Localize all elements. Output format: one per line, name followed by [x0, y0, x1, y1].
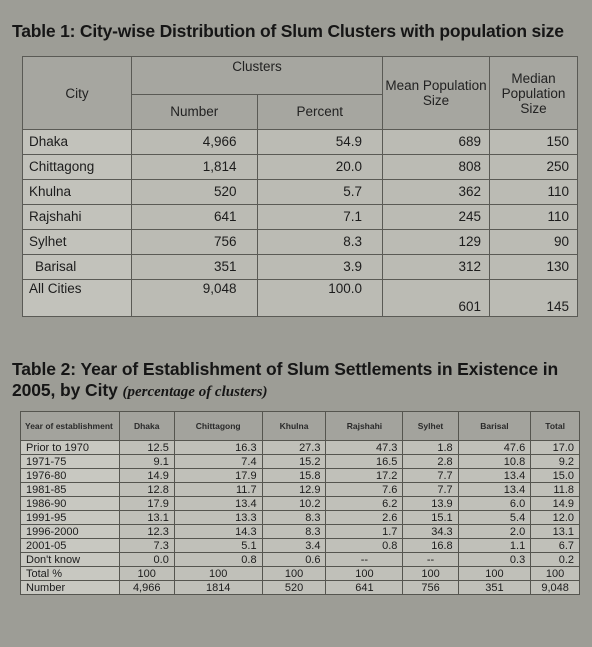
table-row: [23, 180, 578, 205]
khulna-cell: 8.3: [262, 525, 326, 539]
number-cell: 9,048: [132, 280, 258, 317]
dhaka-cell: 4,966: [119, 581, 174, 595]
total-cell: 13.1: [531, 525, 580, 539]
chittagong-cell: 11.7: [174, 483, 262, 497]
khulna-cell: 8.3: [262, 511, 326, 525]
barisal-cell: 13.4: [458, 469, 531, 483]
khulna-cell: 12.9: [262, 483, 326, 497]
dhaka-cell: 12.3: [119, 525, 174, 539]
chittagong-cell: 100: [174, 567, 262, 581]
table-row: [21, 455, 580, 469]
khulna-cell: 0.6: [262, 553, 326, 567]
dhaka-cell: 13.1: [119, 511, 174, 525]
mean-cell: 601: [383, 280, 490, 317]
rajshahi-cell: 1.7: [326, 525, 403, 539]
percent-cell: 5.7: [257, 180, 383, 205]
table-row: [21, 469, 580, 483]
city-cell: Dhaka: [23, 130, 132, 155]
chittagong-cell: 13.3: [174, 511, 262, 525]
table-row: [23, 130, 578, 155]
number-cell: 520: [132, 180, 258, 205]
header-median-population-size: Median Population Size: [490, 57, 578, 130]
year-cell: Prior to 1970: [21, 441, 120, 455]
table-row: [21, 497, 580, 511]
mean-cell: 362: [383, 180, 490, 205]
city-cell: Sylhet: [23, 230, 132, 255]
header-city: City: [23, 57, 132, 130]
median-cell: 250: [490, 155, 578, 180]
table1: [22, 56, 578, 317]
header-number: Number: [132, 94, 258, 130]
dhaka-cell: 100: [119, 567, 174, 581]
year-cell: Don't know: [21, 553, 120, 567]
header-barisal: Barisal: [458, 412, 531, 441]
rajshahi-cell: 16.5: [326, 455, 403, 469]
header-khulna: Khulna: [262, 412, 326, 441]
dhaka-cell: 17.9: [119, 497, 174, 511]
header-sylhet: Sylhet: [403, 412, 458, 441]
number-cell: 756: [132, 230, 258, 255]
year-cell: 2001-05: [21, 539, 120, 553]
year-cell: Total %: [21, 567, 120, 581]
dhaka-cell: 12.5: [119, 441, 174, 455]
chittagong-cell: 0.8: [174, 553, 262, 567]
header-dhaka: Dhaka: [119, 412, 174, 441]
khulna-cell: 15.2: [262, 455, 326, 469]
rajshahi-cell: 2.6: [326, 511, 403, 525]
table-row: [21, 567, 580, 581]
table-row: [21, 441, 580, 455]
table-row: [21, 511, 580, 525]
table1-title: Table 1: City-wise Distribution of Slum Clusters with population size: [12, 21, 564, 41]
total-cell: 6.7: [531, 539, 580, 553]
number-cell: 4,966: [132, 130, 258, 155]
total-cell: 15.0: [531, 469, 580, 483]
table2-title-subtitle: (percentage of clusters): [122, 384, 268, 400]
sylhet-cell: 756: [403, 581, 458, 595]
percent-cell: 8.3: [257, 230, 383, 255]
table-row: [21, 539, 580, 553]
sylhet-cell: 7.7: [403, 483, 458, 497]
city-cell: Rajshahi: [23, 205, 132, 230]
sylhet-cell: 13.9: [403, 497, 458, 511]
year-cell: 1986-90: [21, 497, 120, 511]
header-rajshahi: Rajshahi: [326, 412, 403, 441]
year-cell: 1976-80: [21, 469, 120, 483]
table2-body: [21, 441, 580, 595]
rajshahi-cell: 100: [326, 567, 403, 581]
total-cell: 11.8: [531, 483, 580, 497]
header-clusters: Clusters: [132, 57, 383, 95]
year-cell: Number: [21, 581, 120, 595]
barisal-cell: 47.6: [458, 441, 531, 455]
barisal-cell: 2.0: [458, 525, 531, 539]
number-cell: 641: [132, 205, 258, 230]
chittagong-cell: 1814: [174, 581, 262, 595]
rajshahi-cell: 6.2: [326, 497, 403, 511]
percent-cell: 7.1: [257, 205, 383, 230]
table-row: [21, 553, 580, 567]
table-row: [23, 255, 578, 280]
table-row: [21, 581, 580, 595]
chittagong-cell: 14.3: [174, 525, 262, 539]
rajshahi-cell: 0.8: [326, 539, 403, 553]
barisal-cell: 100: [458, 567, 531, 581]
year-cell: 1991-95: [21, 511, 120, 525]
table2-title: [12, 359, 587, 403]
total-cell: 12.0: [531, 511, 580, 525]
total-cell: 0.2: [531, 553, 580, 567]
sylhet-cell: 15.1: [403, 511, 458, 525]
median-cell: 110: [490, 205, 578, 230]
khulna-cell: 27.3: [262, 441, 326, 455]
khulna-cell: 100: [262, 567, 326, 581]
median-cell: 110: [490, 180, 578, 205]
chittagong-cell: 16.3: [174, 441, 262, 455]
sylhet-cell: 100: [403, 567, 458, 581]
mean-cell: 245: [383, 205, 490, 230]
sylhet-cell: 16.8: [403, 539, 458, 553]
table-row-total: [23, 280, 578, 317]
dhaka-cell: 14.9: [119, 469, 174, 483]
year-cell: 1996-2000: [21, 525, 120, 539]
total-cell: 17.0: [531, 441, 580, 455]
chittagong-cell: 13.4: [174, 497, 262, 511]
barisal-cell: 1.1: [458, 539, 531, 553]
sylhet-cell: 2.8: [403, 455, 458, 469]
year-cell: 1981-85: [21, 483, 120, 497]
city-cell: Chittagong: [23, 155, 132, 180]
khulna-cell: 3.4: [262, 539, 326, 553]
barisal-cell: 5.4: [458, 511, 531, 525]
rajshahi-cell: 641: [326, 581, 403, 595]
total-cell: 14.9: [531, 497, 580, 511]
city-cell: All Cities: [23, 280, 132, 317]
sylhet-cell: 34.3: [403, 525, 458, 539]
khulna-cell: 10.2: [262, 497, 326, 511]
barisal-cell: 351: [458, 581, 531, 595]
median-cell: 130: [490, 255, 578, 280]
mean-cell: 129: [383, 230, 490, 255]
total-cell: 100: [531, 567, 580, 581]
chittagong-cell: 17.9: [174, 469, 262, 483]
table-row: [23, 205, 578, 230]
dhaka-cell: 9.1: [119, 455, 174, 469]
rajshahi-cell: 17.2: [326, 469, 403, 483]
table-row: [23, 155, 578, 180]
percent-cell: 20.0: [257, 155, 383, 180]
percent-cell: 3.9: [257, 255, 383, 280]
khulna-cell: 15.8: [262, 469, 326, 483]
khulna-cell: 520: [262, 581, 326, 595]
dhaka-cell: 0.0: [119, 553, 174, 567]
sylhet-cell: 1.8: [403, 441, 458, 455]
header-year-of-establishment: Year of establishment: [21, 412, 120, 441]
median-cell: 90: [490, 230, 578, 255]
total-cell: 9,048: [531, 581, 580, 595]
barisal-cell: 10.8: [458, 455, 531, 469]
table2: [20, 411, 580, 595]
percent-cell: 100.0: [257, 280, 383, 317]
rajshahi-cell: 47.3: [326, 441, 403, 455]
table-row: [21, 483, 580, 497]
percent-cell: 54.9: [257, 130, 383, 155]
number-cell: 351: [132, 255, 258, 280]
dhaka-cell: 12.8: [119, 483, 174, 497]
barisal-cell: 6.0: [458, 497, 531, 511]
year-cell: 1971-75: [21, 455, 120, 469]
header-percent: Percent: [257, 94, 383, 130]
header-chittagong: Chittagong: [174, 412, 262, 441]
total-cell: 9.2: [531, 455, 580, 469]
median-cell: 150: [490, 130, 578, 155]
header-total: Total: [531, 412, 580, 441]
median-cell: 145: [490, 280, 578, 317]
chittagong-cell: 7.4: [174, 455, 262, 469]
mean-cell: 808: [383, 155, 490, 180]
mean-cell: 312: [383, 255, 490, 280]
barisal-cell: 13.4: [458, 483, 531, 497]
table-row: [23, 230, 578, 255]
table-row: [21, 525, 580, 539]
barisal-cell: 0.3: [458, 553, 531, 567]
chittagong-cell: 5.1: [174, 539, 262, 553]
table2-title-main: Table 2: Year of Establishment of Slum Settlements in Existence in 2005, by City: [12, 359, 559, 400]
header-mean-population-size: Mean Population Size: [383, 57, 490, 130]
sylhet-cell: --: [403, 553, 458, 567]
number-cell: 1,814: [132, 155, 258, 180]
dhaka-cell: 7.3: [119, 539, 174, 553]
sylhet-cell: 7.7: [403, 469, 458, 483]
mean-cell: 689: [383, 130, 490, 155]
city-cell: Khulna: [23, 180, 132, 205]
city-cell: Barisal: [23, 255, 132, 280]
rajshahi-cell: --: [326, 553, 403, 567]
rajshahi-cell: 7.6: [326, 483, 403, 497]
